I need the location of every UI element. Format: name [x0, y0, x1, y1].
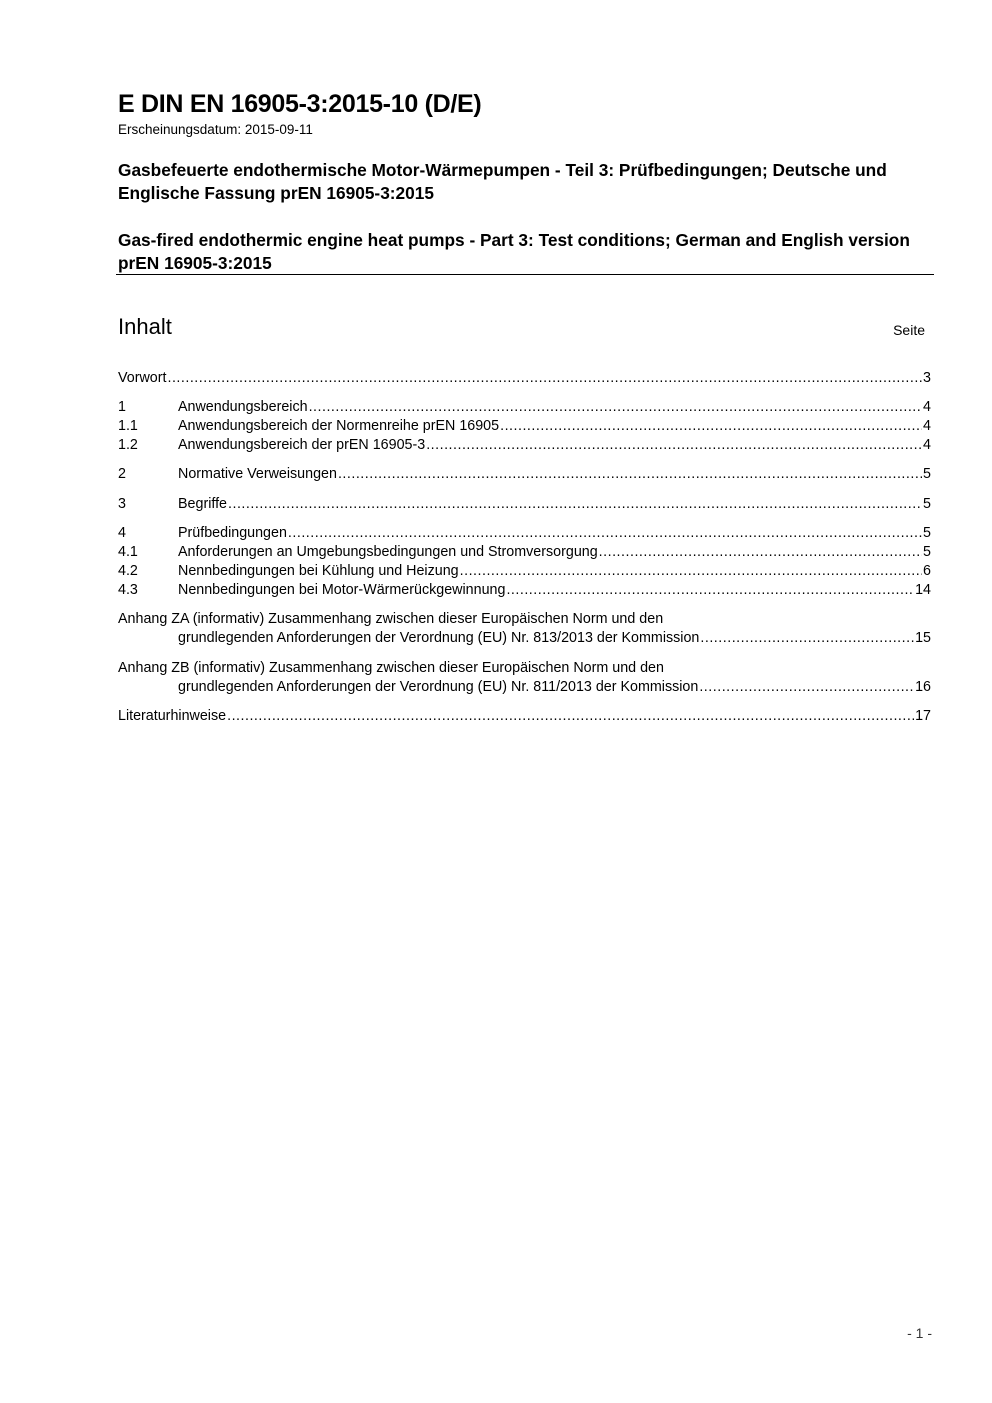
toc-entry-number: 4.3: [118, 582, 138, 598]
document-id: E DIN EN 16905-3:2015-10 (D/E): [118, 90, 482, 118]
toc-entry[interactable]: [118, 496, 931, 515]
toc-entry-number: 4: [118, 525, 126, 541]
toc-leader-dots: [460, 563, 922, 579]
toc-entry-page: 14: [915, 582, 931, 598]
toc-entry-page: 3: [923, 370, 931, 386]
toc-entry-text: Nennbedingungen bei Motor-Wärmerückgewinnung: [178, 582, 506, 598]
toc-entry-text: Prüfbedingungen: [178, 525, 287, 541]
toc-leader-dots: [167, 370, 922, 386]
toc-leader-dots: [288, 525, 922, 541]
toc-entry-text: Begriffe: [178, 496, 228, 512]
toc-entry-text: Literaturhinweise: [118, 708, 227, 724]
toc-leader-dots: [500, 418, 922, 434]
toc-entry-page: 15: [915, 630, 931, 646]
toc-entry-number: 2: [118, 466, 126, 482]
toc-entry-number: 4.2: [118, 563, 138, 579]
toc-entry-number: 4.1: [118, 544, 138, 560]
toc-entry[interactable]: [118, 525, 931, 544]
toc-entry-text: Nennbedingungen bei Kühlung und Heizung: [178, 563, 459, 579]
toc-entry[interactable]: [118, 418, 931, 437]
toc-entry-page: 6: [923, 563, 931, 579]
toc-leader-dots: [699, 679, 914, 695]
toc-entry[interactable]: [118, 399, 931, 418]
toc-leader-dots: [227, 708, 914, 724]
toc-entry[interactable]: [118, 679, 931, 698]
toc-entry-text: Anforderungen an Umgebungsbedingungen und Stromversorgung: [178, 544, 598, 560]
toc-leader-dots: [599, 544, 922, 560]
title-divider: [116, 274, 934, 275]
toc-entry[interactable]: [118, 708, 931, 727]
toc-entry-page: 5: [923, 525, 931, 541]
toc-entry-page: 4: [923, 418, 931, 434]
toc-leader-dots: [228, 496, 922, 512]
toc-entry-page: 17: [915, 708, 931, 724]
toc-entry-text: Anwendungsbereich der prEN 16905-3: [178, 437, 426, 453]
title-english: Gas-fired endothermic engine heat pumps - Part 3: Test conditions; German and English version prEN 16905-3:2015: [118, 230, 910, 273]
toc-entry-text: Anwendungsbereich: [178, 399, 308, 415]
toc-entry-text: grundlegenden Anforderungen der Verordnung (EU) Nr. 813/2013 der Kommission: [178, 630, 700, 646]
toc-entry-page: 16: [915, 679, 931, 695]
page-number: - 1 -: [907, 1325, 932, 1341]
toc-entry-number: 1.1: [118, 418, 138, 434]
toc-entry-text: grundlegenden Anforderungen der Verordnung (EU) Nr. 811/2013 der Kommission: [178, 679, 699, 695]
toc-leader-dots: [506, 582, 914, 598]
toc-entry-number: 3: [118, 496, 126, 512]
toc-entry-text: Normative Verweisungen: [178, 466, 337, 482]
toc-entry-page: 5: [923, 466, 931, 482]
toc-annex-za-title[interactable]: Anhang ZA (informativ) Zusammenhang zwischen dieser Europäischen Norm und den: [118, 611, 664, 627]
toc-leader-dots: [309, 399, 922, 415]
title-german: Gasbefeuerte endothermische Motor-Wärmepumpen - Teil 3: Prüfbedingungen; Deutsche und Englische Fassung prEN 16905-3:2015: [118, 160, 887, 203]
toc-entry[interactable]: [118, 630, 931, 649]
toc-heading: Inhalt: [118, 314, 172, 339]
toc-leader-dots: [338, 466, 922, 482]
toc-entry-number: 1.2: [118, 437, 138, 453]
toc-entry-number: 1: [118, 399, 126, 415]
toc-entry[interactable]: [118, 370, 931, 389]
toc-entry[interactable]: [118, 544, 931, 563]
toc-annex-zb-title[interactable]: Anhang ZB (informativ) Zusammenhang zwischen dieser Europäischen Norm und den: [118, 660, 664, 676]
toc-entry[interactable]: [118, 437, 931, 456]
toc-leader-dots: [426, 437, 922, 453]
toc-entry[interactable]: [118, 582, 931, 601]
toc-entry-page: 4: [923, 399, 931, 415]
toc-page-label: Seite: [893, 322, 925, 338]
toc-entry-text: Vorwort: [118, 370, 167, 386]
toc-entry-text: Anwendungsbereich der Normenreihe prEN 16905: [178, 418, 500, 434]
publication-date: Erscheinungsdatum: 2015-09-11: [118, 122, 313, 137]
toc-entry-page: 5: [923, 544, 931, 560]
toc-entry[interactable]: [118, 466, 931, 485]
toc-entry-page: 4: [923, 437, 931, 453]
toc-entry-page: 5: [923, 496, 931, 512]
toc-leader-dots: [700, 630, 914, 646]
toc-entry[interactable]: [118, 563, 931, 582]
